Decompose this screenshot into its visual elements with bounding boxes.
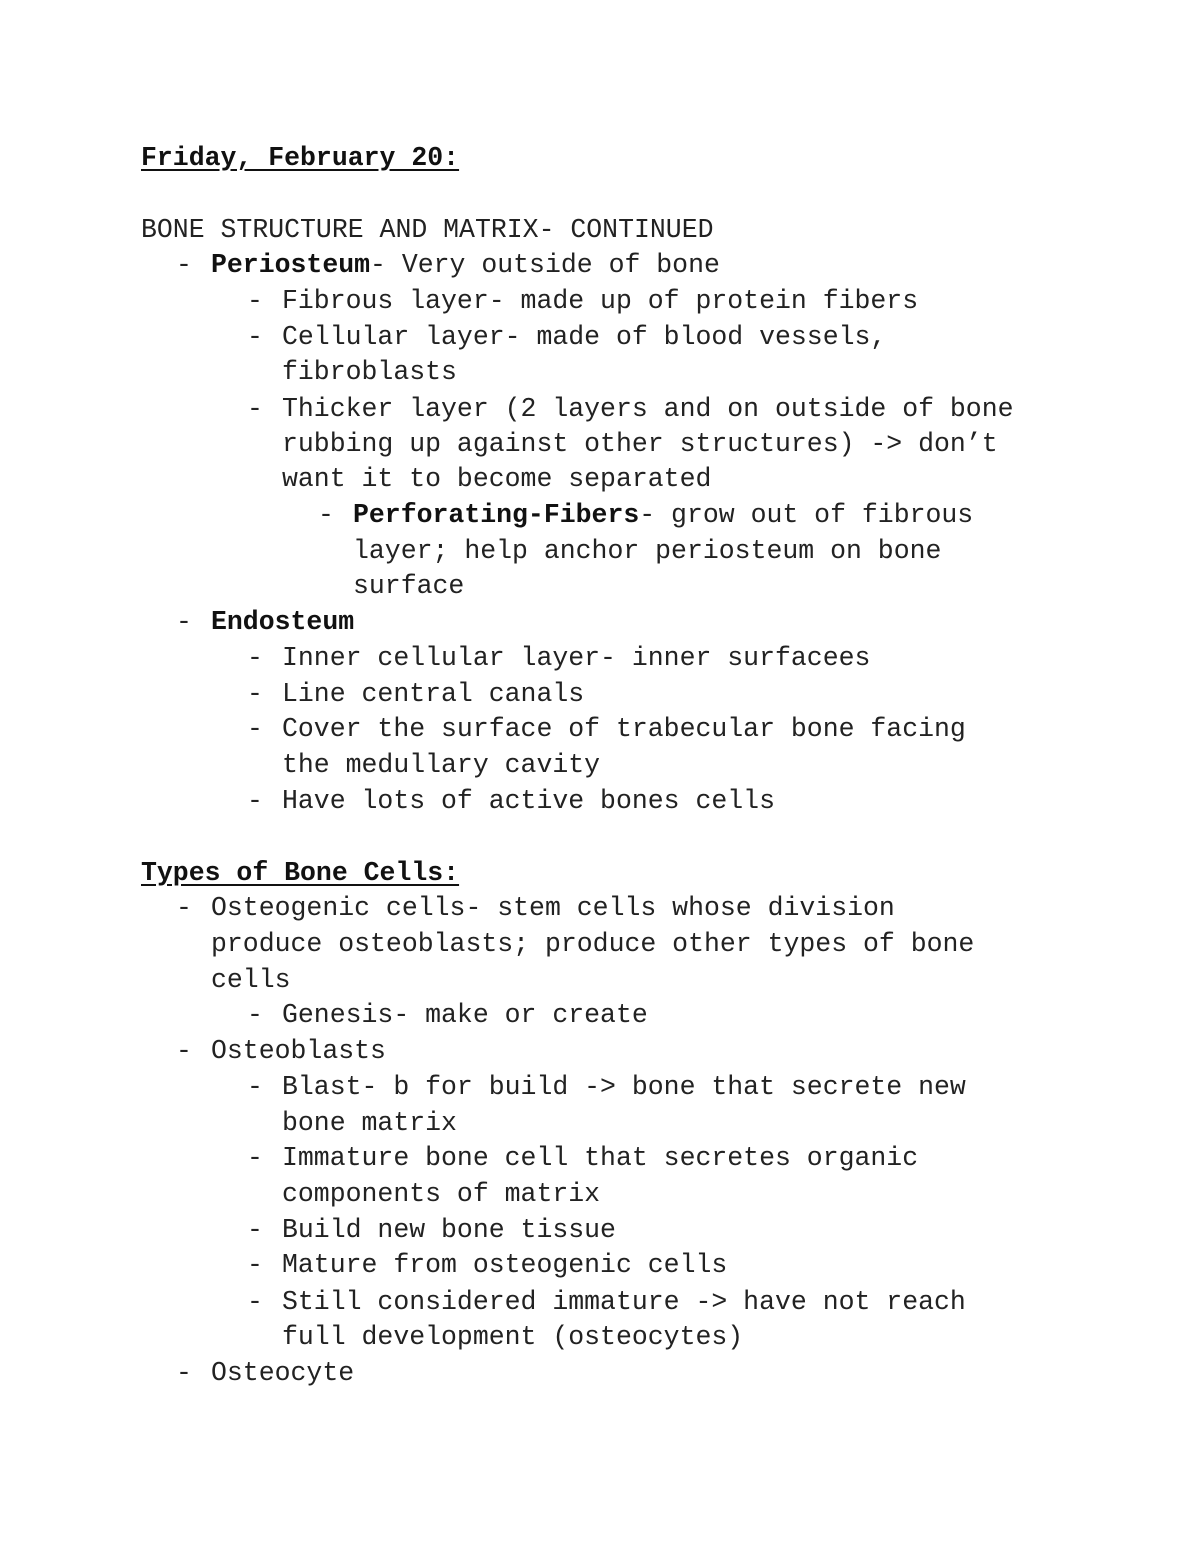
bullet-mature: - <box>247 1250 263 1280</box>
bullet-still: - <box>247 1287 263 1317</box>
bullet-build: - <box>247 1215 263 1245</box>
bullet-osteocyte: - <box>176 1358 192 1388</box>
bullet-blast: - <box>247 1072 263 1102</box>
thicker-layer-text-2: rubbing up against other structures) -> don’t <box>282 429 998 459</box>
immature-text-2: components of matrix <box>282 1179 601 1209</box>
bullet-active: - <box>247 786 263 816</box>
cellular-layer-text-1: Cellular layer- made of blood vessels, <box>282 322 887 352</box>
cellular-layer-text-2: fibroblasts <box>282 357 457 387</box>
osteoblasts-title: Osteoblasts <box>211 1036 386 1066</box>
perforating-desc-3: surface <box>353 571 465 601</box>
inner-layer-text: Inner cellular layer- inner surfacees <box>282 643 871 673</box>
perforating-desc-1: - grow out of fibrous <box>639 500 974 530</box>
bullet-genesis: - <box>247 1000 263 1030</box>
endosteum-term: Endosteum <box>211 607 355 637</box>
still-text-2: full development (osteocytes) <box>282 1322 744 1352</box>
date-heading: Friday, February 20: <box>141 143 460 173</box>
periosteum-desc: - Very outside of bone <box>370 250 720 280</box>
bullet-thicker: - <box>247 394 263 424</box>
bullet-endosteum: - <box>176 607 192 637</box>
bullet-periosteum: - <box>176 250 192 280</box>
bullet-perforating: - <box>318 500 334 530</box>
bullet-fibrous: - <box>247 286 263 316</box>
periosteum-term: Periosteum <box>211 250 371 280</box>
section-title: BONE STRUCTURE AND MATRIX- CONTINUED <box>141 215 714 245</box>
still-text-1: Still considered immature -> have not reach <box>282 1287 966 1317</box>
cover-text-2: the medullary cavity <box>282 750 601 780</box>
perforating-item <box>353 502 973 529</box>
bullet-osteoblasts: - <box>176 1036 192 1066</box>
bullet-osteogenic: - <box>176 893 192 923</box>
perforating-term: Perforating-Fibers <box>353 500 640 530</box>
osteogenic-text-3: cells <box>211 965 291 995</box>
blast-text-1: Blast- b for build -> bone that secrete new <box>282 1072 966 1102</box>
bullet-cover: - <box>247 714 263 744</box>
bullet-inner: - <box>247 643 263 673</box>
bullet-line: - <box>247 679 263 709</box>
bullet-cellular: - <box>247 322 263 352</box>
thicker-layer-text-3: want it to become separated <box>282 464 712 494</box>
perforating-desc-2: layer; help anchor periosteum on bone <box>353 536 942 566</box>
osteogenic-text-2: produce osteoblasts; produce other types of bone <box>211 929 975 959</box>
immature-text-1: Immature bone cell that secretes organic <box>282 1143 919 1173</box>
thicker-layer-text-1: Thicker layer (2 layers and on outside of bone <box>282 394 1014 424</box>
osteocyte-title: Osteocyte <box>211 1358 355 1388</box>
line-canals-text: Line central canals <box>282 679 585 709</box>
fibrous-layer-text: Fibrous layer- made up of protein fibers <box>282 286 919 316</box>
periosteum-item <box>211 252 720 279</box>
bullet-immature: - <box>247 1143 263 1173</box>
mature-text: Mature from osteogenic cells <box>282 1250 728 1280</box>
bone-cells-heading: Types of Bone Cells: <box>141 858 460 888</box>
build-text: Build new bone tissue <box>282 1215 616 1245</box>
active-cells-text: Have lots of active bones cells <box>282 786 775 816</box>
genesis-text: Genesis- make or create <box>282 1000 648 1030</box>
blast-text-2: bone matrix <box>282 1108 457 1138</box>
cover-text-1: Cover the surface of trabecular bone facing <box>282 714 966 744</box>
osteogenic-text-1: Osteogenic cells- stem cells whose division <box>211 893 895 923</box>
